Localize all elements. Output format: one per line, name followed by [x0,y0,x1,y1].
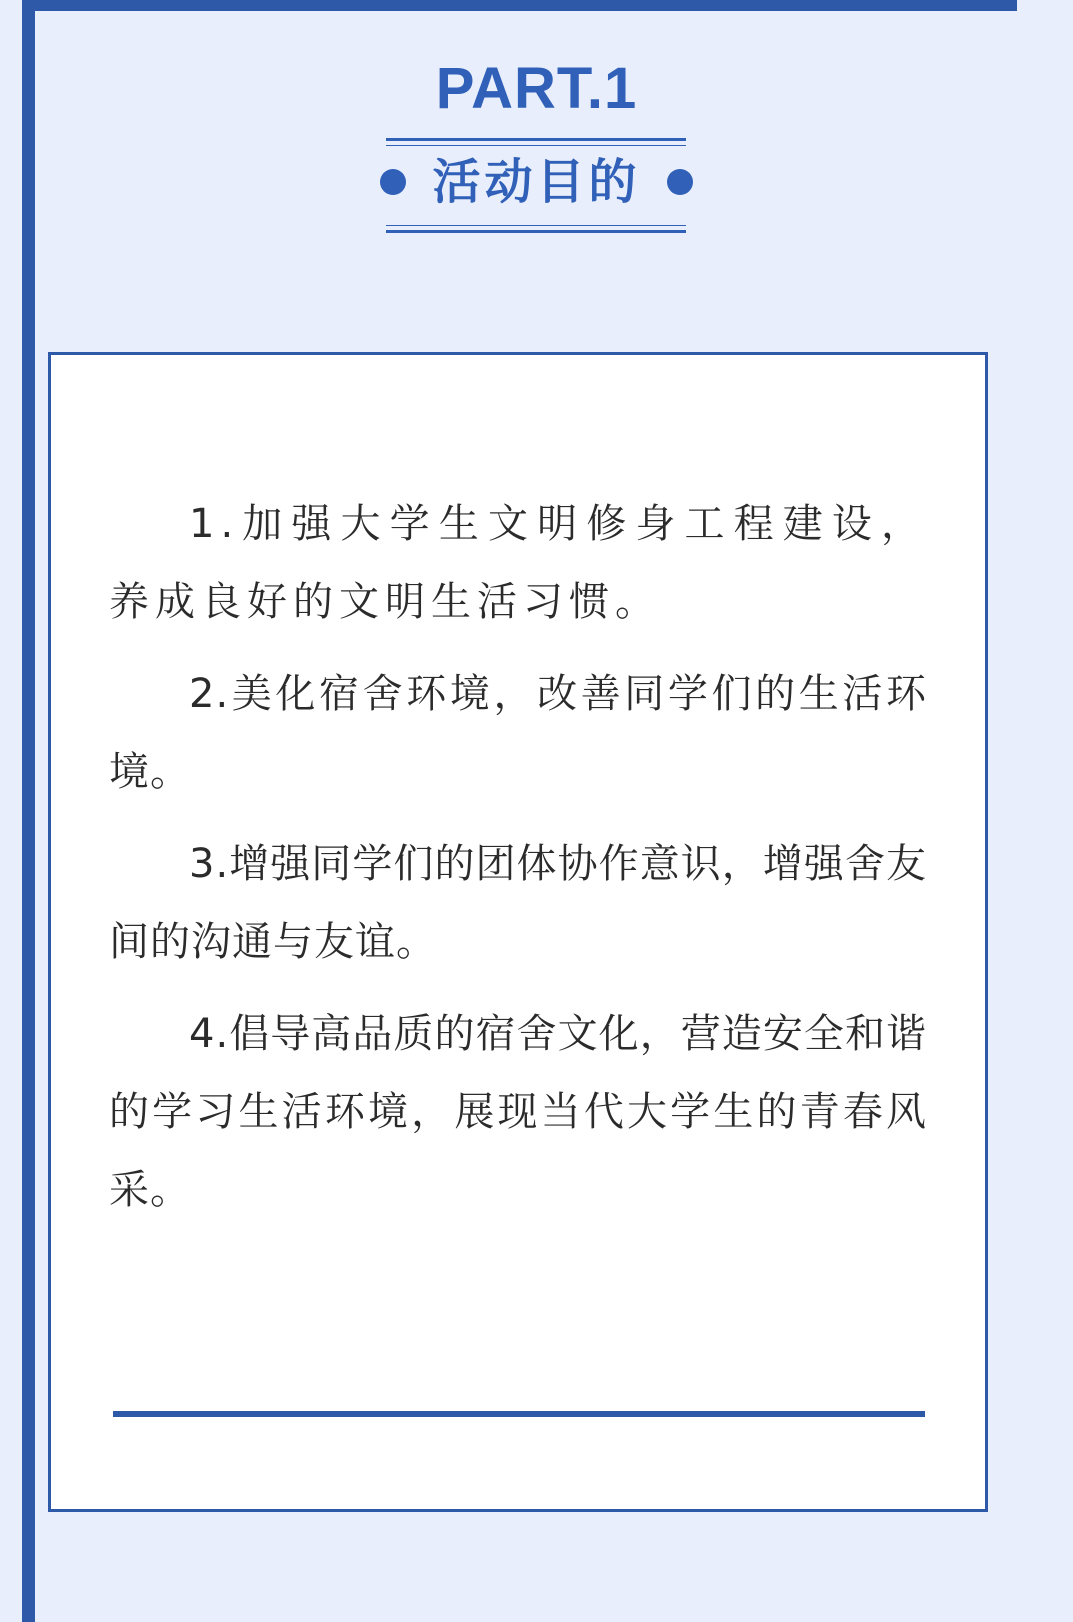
poster-header [0,56,1073,233]
content-paragraph: 2.美化宿舍环境，改善同学们的生活环境。 [109,671,927,795]
content-card [48,352,988,1512]
content-paragraph: 3.增强同学们的团体协作意识，增强舍友间的沟通与友谊。 [109,841,927,965]
top-accent-bar [22,0,1017,11]
content-paragraph: 4.倡导高品质的宿舍文化，营造安全和谐的学习生活环境，展现当代大学生的青春风采。 [109,1011,927,1213]
title-rule-top [386,138,686,146]
title-rule-top-thick [386,138,686,141]
title-rule-bottom-thin [386,225,686,226]
title-rule-bottom [386,225,686,233]
content-bottom-rule [113,1411,925,1417]
part-label: PART.1 [435,56,638,121]
left-accent-bar [22,0,35,1622]
dot-right-icon [667,169,693,195]
content-paragraph: 1.加强大学生文明修身工程建设，养成良好的文明生活习惯。 [109,501,927,625]
content-body [51,355,985,1229]
dot-left-icon [380,169,406,195]
section-title-block [380,138,692,233]
section-title-row [380,146,692,221]
page-title: 活动目的 [432,154,641,210]
title-rule-bottom-thick [386,230,686,233]
